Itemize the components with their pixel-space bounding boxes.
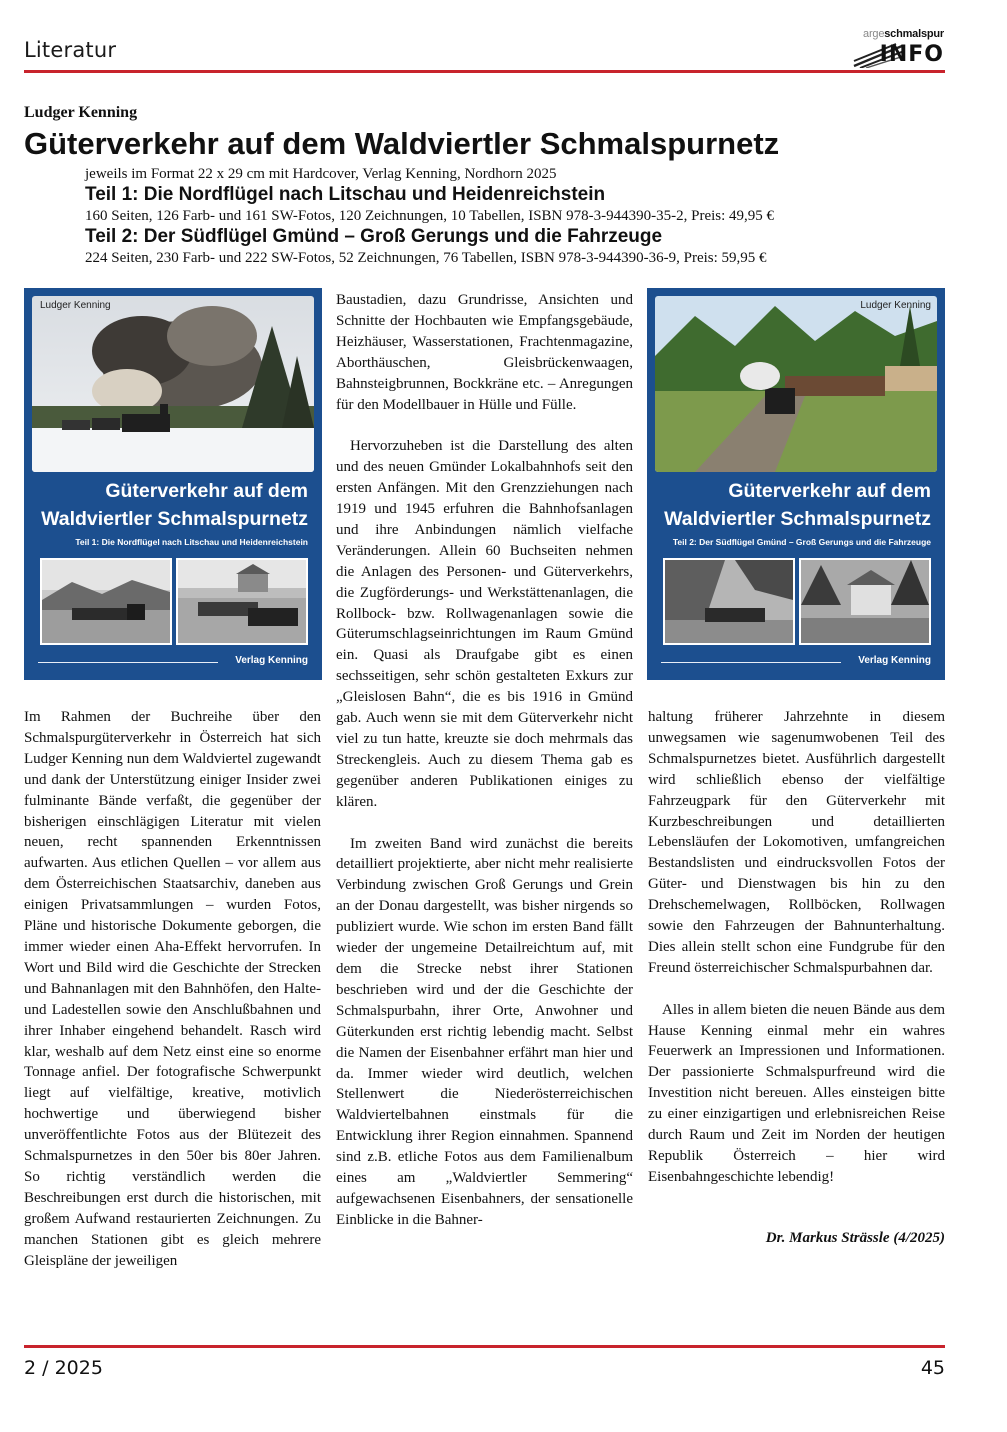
paragraph: Alles in allem bieten die neuen Bände aus dem Hause Kenning einmal mehr ein wahres Feuerwerk an Impressionen und Informationen. Der passionierte Schmalspurfreund wird die Investition nicht bereuen. Alles einsteigen bitte zu einer einzigartigen und erlebnisreichen Reise durch Raum und Zeit im Norden der heutigen Republik Österreich – hier wird Eisenbahngeschichte lebendig! bbox=[648, 1001, 945, 1185]
paragraph: Im zweiten Band wird zunächst die bereits detailliert projektierte, aber nicht mehr realisierte Verbindung zwischen Groß Gerungs und Grein an der Donau dargestellt, was bisher nirgends so publiziert wurde. Wie schon im ersten Band fällt wieder der ungemeine Detailreichtum auf, mit dem die Strecke nebst ihrer Stationen beschrieben wird und der die Geschichte der Schmalspurbahn, ihrer Orte, Anwohner und Güterkunden erst richtig lebendig macht. Selbst die Namen der Eisenbahner erfährt man hier und da. Immer wieder wird deutlich, welchen Stellenwert die Niederösterreichischen Waldviertelbahnen einstmals für die Entwicklung ihrer Region einnahmen. Spannend sind z.B. etliche Fotos aus dem Familienalbum eines am „Waldviertler Semmering“ aufgewachsenen Eisenbahners, der sensationelle Einblicke in die Bahner- bbox=[336, 835, 633, 1228]
paragraph: Hervorzuheben ist die Darstellung des alten und des neuen Gmünder Lokalbahnhofs seit den ersten Anfängen. Mit den Grenzziehungen nach 1919 und 1945 erfuhren die Bahnhofsanlagen und ihre Anbindungen nämlich vielfache Veränderungen. Allein 60 Buchseiten nehmen die Anlagen des Personen- und Güterverkehrs, die Zugförderungs- und Werkstättenanlagen, die Rollbock- bzw. Rollwagenanlagen sowie die Güterumschlagseinrichtungen im Raum Gmünd ein. Quasi als Draufgabe gibt es einen sechsseitigen, sehr schön gestalteten Exkurs zur „Gleislosen Bahn“, die es bis 1916 in Gmünd gab. Auch wenn sie mit dem Güterverkehr nicht viel zu tun hatte, kreuzte sie doch mehrmals das Streckengleis. Auch zu diesem Thema gab es gegenüber anderen Publikationen einiges zu klären. bbox=[336, 438, 633, 810]
paragraph: haltung früherer Jahrzehnte in diesem unwegsamen wie sagenumwobenen Teil des Schmalspurnetzes bietet. Ausführlich dargestellt wird schließlich ebenso der vielfältige Fahrzeugpark für den Güterverkehr mit Kurzbeschreibungen und detaillierten Lebensläufen der Lokomotiven, umfangreichen Bestandslisten und eindrucksvollen Fotos der Güter- und Dienstwagen bis hin zu den Drehschemelwagen, Rollböcken, Rollwagen sowie den Fahrzeugen der Bahnunterhaltung. Dies allein stellt schon eine Fundgrube für den Freund österreichischer Schmalspurbahnen dar. bbox=[648, 709, 945, 976]
cover-publisher-rule bbox=[38, 662, 218, 663]
logo-info-text: INFO bbox=[879, 42, 944, 67]
arge-schmalspur-logo bbox=[852, 28, 946, 72]
part2-meta: 224 Seiten, 230 Farb- und 222 SW-Fotos, 52 Zeichnungen, 76 Tabellen, ISBN 978-3-944390-36-9, Preis: 59,95 € bbox=[85, 250, 767, 266]
header-rule bbox=[24, 70, 945, 73]
cover-subtitle: Teil 2: Der Südflügel Gmünd – Groß Gerungs und die Fahrzeuge bbox=[672, 537, 931, 547]
page-number: 45 bbox=[920, 1357, 945, 1379]
cover-publisher: Verlag Kenning bbox=[235, 655, 308, 666]
cover-title-line2: Waldviertler Schmalspurnetz bbox=[41, 508, 308, 530]
cover-photo-steam-winter bbox=[32, 296, 314, 472]
cover-photo-rocks-train bbox=[663, 558, 795, 645]
logo-name: schmalspur bbox=[884, 28, 944, 40]
cover-title-line1: Güterverkehr auf dem bbox=[728, 480, 931, 502]
format-line: jeweils im Format 22 x 29 cm mit Hardcover, Verlag Kenning, Nordhorn 2025 bbox=[85, 166, 557, 182]
paragraph: Im Rahmen der Buchreihe über den Schmalspurgüterverkehr in Österreich hat sich Ludger Kenning nun dem Waldviertel zugewandt und dank der Unterstützung einiger Insider zwei fulminante Bände verfaßt, die gegenüber der bisherigen einschlägigen Literatur mit vielen neuen, recht spannenden Erkenntnissen aufwarten. Aus etlichen Quellen – vor allem aus dem Österreichischen Staatsarchiv, daneben aus einigen Privatsammlungen – wurden Fotos, Pläne und historische Dokumente geborgen, die immer wieder einen Aha-Effekt hervorrufen. In Wort und Bild wird die Geschichte der Strecken und Bahnanlagen mit den Bahnhöfen, den Halte- und Ladestellen sowie den Anschlußbahnen und ihrer Inhaber eingehend behandelt. Rasch wird klar, weshalb auf dem Netz einst eine so enorme Tonnage anfiel. Der fotografische Schwerpunkt liegt auf vielfältige, kreative, motivlich hochwertige und überwiegend bisher unveröffentlichte Fotos aus der Blütezeit des Schmalspurnetzes in den 50er bis 80er Jahren. So richtig verständlich werden die Beschreibungen erst durch die historischen, mit großem Aufwand restaurierten Zeichnungen. Zu manchen Stationen gibt es gleich mehrere Gleispläne der jeweiligen bbox=[24, 709, 321, 1269]
cover-publisher-rule bbox=[661, 662, 841, 663]
cover-author: Ludger Kenning bbox=[40, 300, 111, 311]
review-signature: Dr. Markus Strässle (4/2025) bbox=[765, 1229, 945, 1246]
cover-photo-station-building bbox=[799, 558, 931, 645]
cover-photo-train-field bbox=[40, 558, 172, 645]
text-column-3 bbox=[648, 707, 945, 1249]
cover-photo-diesel-station bbox=[176, 558, 308, 645]
cover-publisher: Verlag Kenning bbox=[858, 655, 931, 666]
footer-rule bbox=[24, 1345, 945, 1348]
part1-title: Teil 1: Die Nordflügel nach Litschau und Heidenreichstein bbox=[85, 184, 606, 205]
cover-title-line2: Waldviertler Schmalspurnetz bbox=[664, 508, 931, 530]
cover-subtitle: Teil 1: Die Nordflügel nach Litschau und Heidenreichstein bbox=[75, 537, 308, 547]
section-title: Literatur bbox=[24, 38, 117, 62]
cover-title-line1: Güterverkehr auf dem bbox=[105, 480, 308, 502]
book-cover-part2 bbox=[647, 288, 945, 680]
book-cover-part1 bbox=[24, 288, 322, 680]
part2-title: Teil 2: Der Südflügel Gmünd – Groß Gerungs und die Fahrzeuge bbox=[85, 226, 663, 247]
text-column-2 bbox=[336, 290, 633, 1231]
cover-author: Ludger Kenning bbox=[860, 300, 931, 311]
text-column-1 bbox=[24, 707, 321, 1271]
part1-meta: 160 Seiten, 126 Farb- und 161 SW-Fotos, 120 Zeichnungen, 10 Tabellen, ISBN 978-3-944390-35-2, Preis: 49,95 € bbox=[85, 208, 775, 224]
cover-photo-steam-summer bbox=[655, 296, 937, 472]
article-author: Ludger Kenning bbox=[24, 104, 138, 121]
paragraph: Baustadien, dazu Grundrisse, Ansichten und Schnitte der Hochbauten wie Empfangsgebäude, Heizhäuser, Wasserstationen, Frachtenmagazine, Aborthäuschen, Gleisbrückenwaagen, Bahnsteigbrunnen, Bockkräne etc. – Anregungen für den Modellbauer in Hülle und Fülle. bbox=[336, 292, 633, 413]
article-title: Güterverkehr auf dem Waldviertler Schmalspurnetz bbox=[24, 126, 780, 161]
logo-prefix: arge bbox=[863, 28, 885, 40]
issue-number: 2 / 2025 bbox=[24, 1357, 103, 1379]
